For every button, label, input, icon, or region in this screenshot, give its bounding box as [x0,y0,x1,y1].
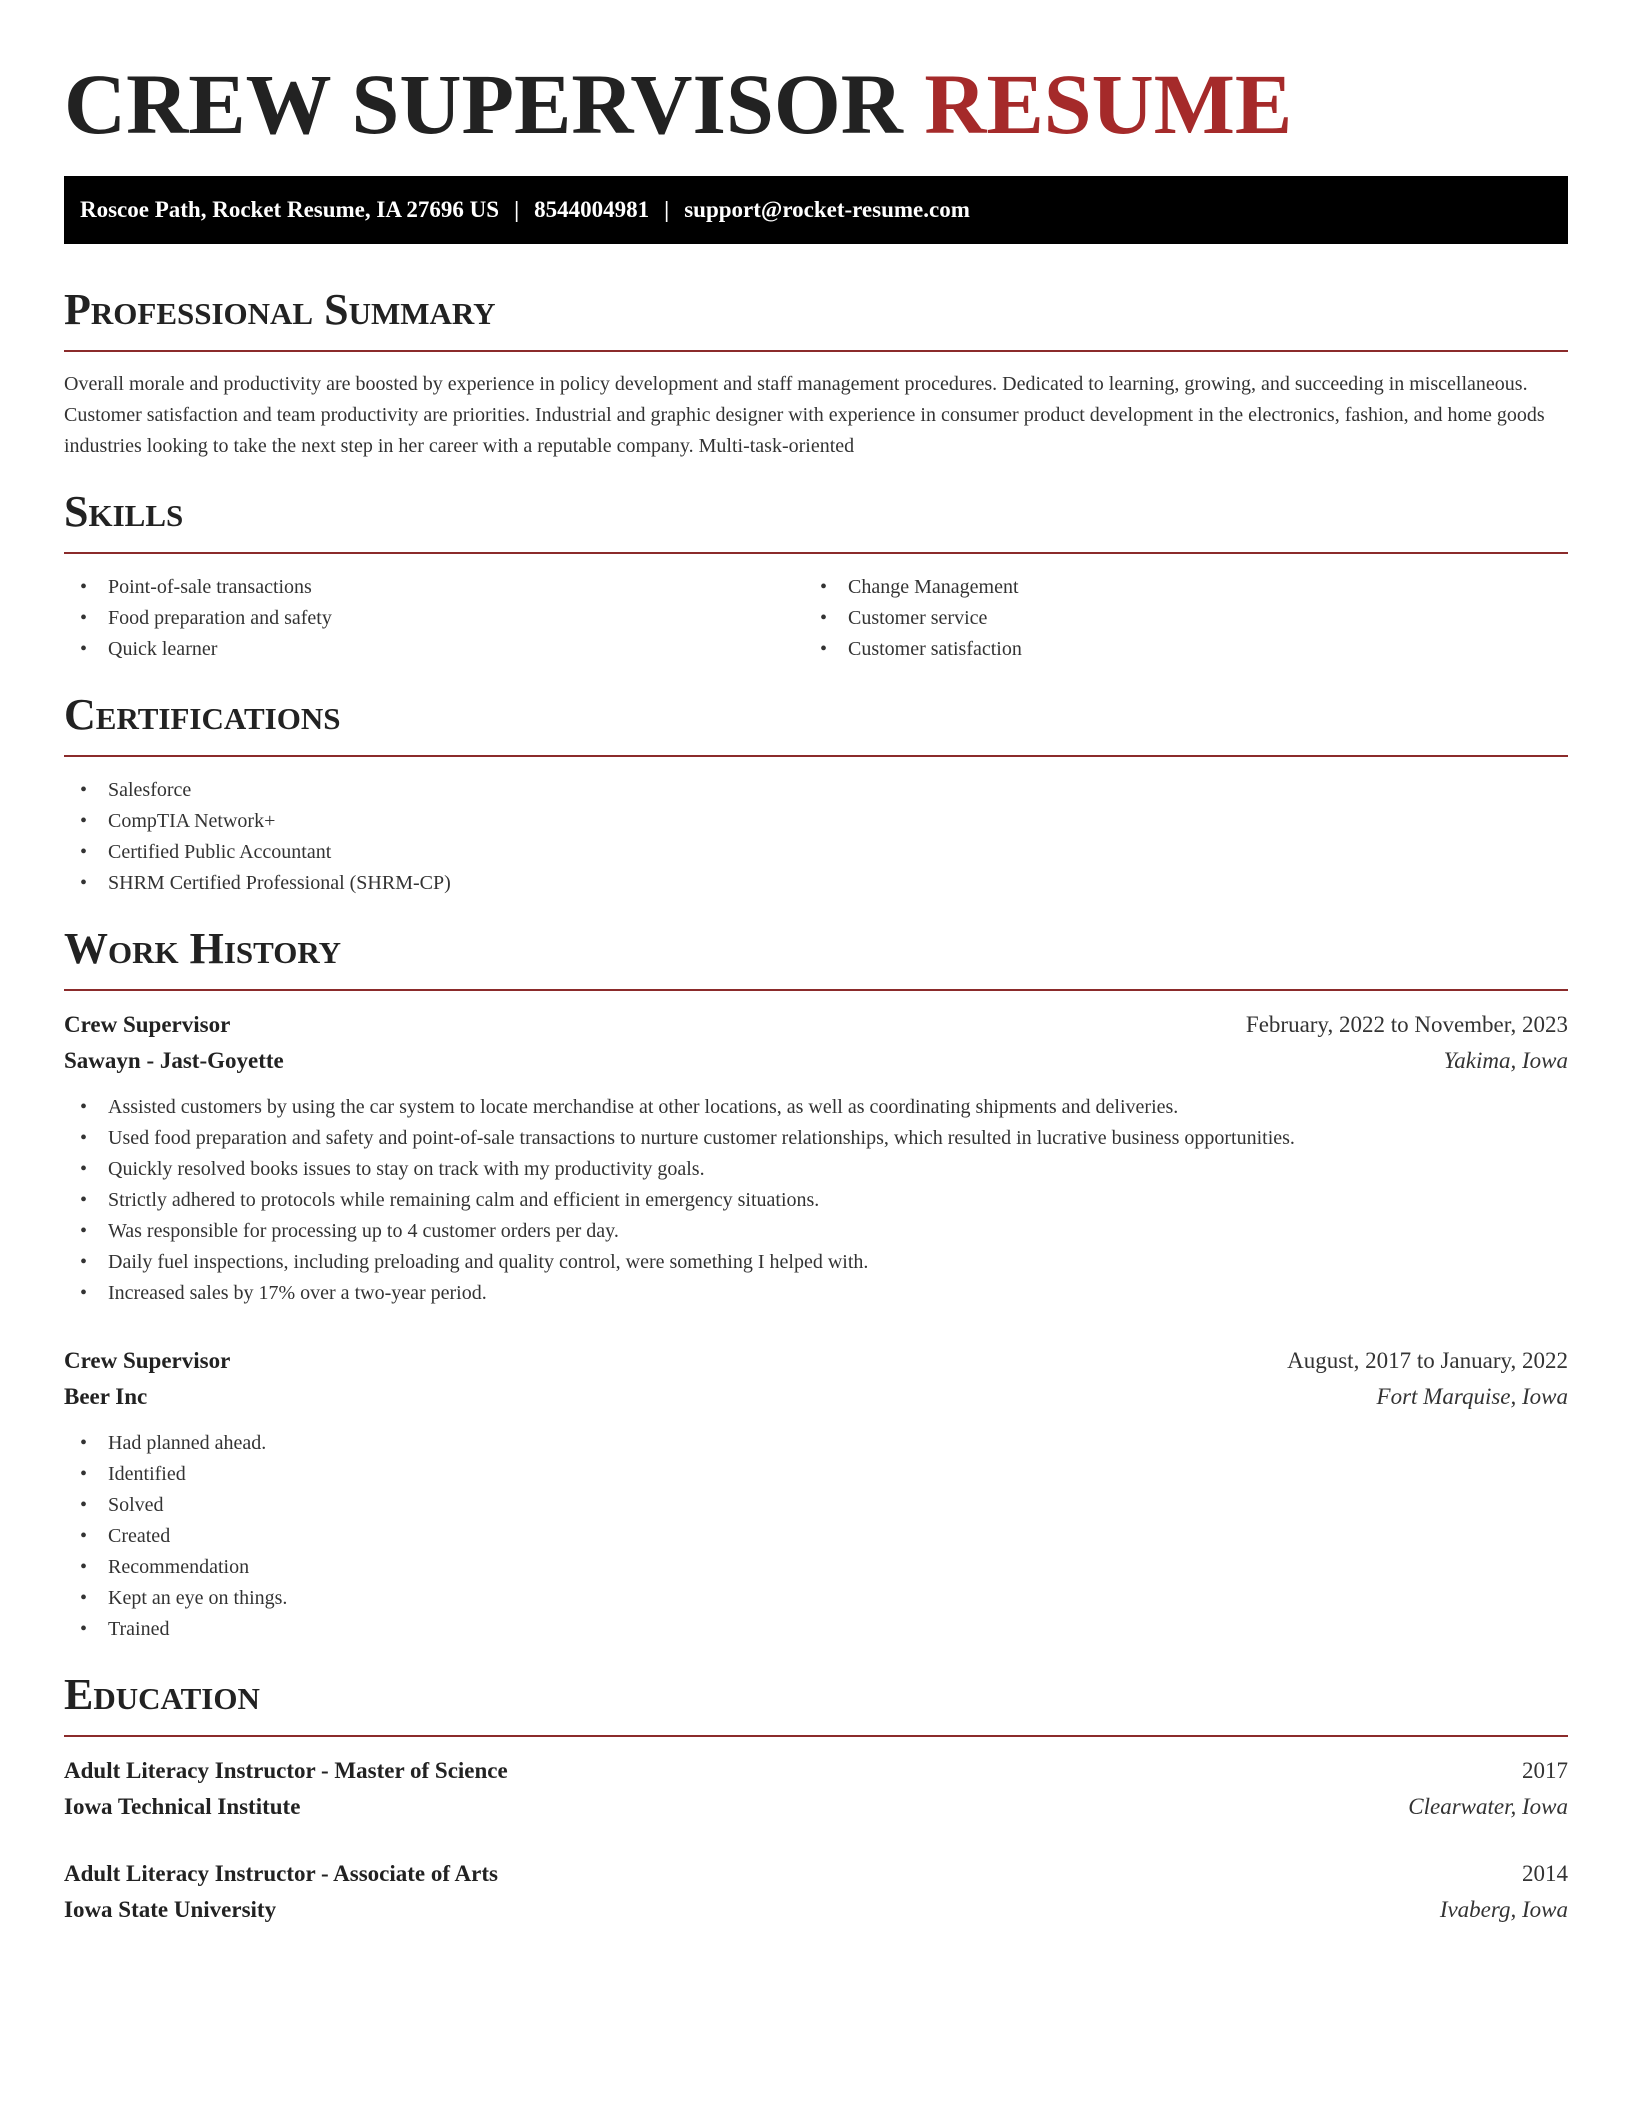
job-duty: • Increased sales by 17% over a two-year period. [64,1278,1568,1309]
education-year: 2014 [1522,1861,1568,1886]
job-duty: • Strictly adhered to protocols while remaining calm and efficient in emergency situations. [64,1185,1568,1216]
education-entry [64,1856,1568,1928]
education-entry [64,1753,1568,1825]
title-accent: RESUME [924,56,1293,152]
certifications-list [64,775,1568,899]
contact-bar [64,176,1568,244]
job-location: Fort Marquise, Iowa [1376,1384,1568,1409]
job-duty: • Identified [64,1459,1568,1490]
skills-list-right [804,572,1544,665]
job-duty: • Quickly resolved books issues to stay on track with my productivity goals. [64,1154,1568,1185]
job-duty: • Recommendation [64,1552,1568,1583]
summary-section [64,286,1568,462]
work-heading: Work History [64,925,1568,991]
job-entry [64,1007,1568,1309]
resume-page [64,0,1568,1928]
job-company-row [64,1043,1568,1079]
contact-separator: | [664,197,670,222]
job-dates: August, 2017 to January, 2022 [1287,1348,1568,1373]
job-dates: February, 2022 to November, 2023 [1245,1012,1568,1037]
education-heading: Education [64,1671,1568,1737]
skills-grid [64,572,1568,665]
education-school: Iowa Technical Institute [64,1794,301,1819]
job-header-row [64,1343,1568,1379]
skill-item: • Food preparation and safety [64,603,804,634]
education-location: Ivaberg, Iowa [1439,1897,1568,1922]
job-company-row [64,1379,1568,1415]
skill-item: • Point-of-sale transactions [64,572,804,603]
job-duty: • Created [64,1521,1568,1552]
skill-item: • Customer satisfaction [804,634,1544,665]
job-duty: • Trained [64,1614,1568,1645]
education-year: 2017 [1522,1758,1568,1783]
skill-item: • Quick learner [64,634,804,665]
job-title: Crew Supervisor [64,1348,231,1373]
job-duty: • Had planned ahead. [64,1428,1568,1459]
skills-heading: Skills [64,488,1568,554]
work-section [64,925,1568,1645]
skill-item: • Change Management [804,572,1544,603]
education-degree-row [64,1753,1568,1789]
job-entry [64,1343,1568,1645]
job-duty: • Assisted customers by using the car system to locate merchandise at other locations, as well as coordinating shipments and deliveries. [64,1092,1568,1123]
certification-item: • Salesforce [64,775,1568,806]
certification-item: • Certified Public Accountant [64,837,1568,868]
contact-separator: | [514,197,520,222]
education-location: Clearwater, Iowa [1408,1794,1568,1819]
job-duty: • Solved [64,1490,1568,1521]
job-duties-list [64,1428,1568,1645]
job-duty: • Used food preparation and safety and point-of-sale transactions to nurture customer relationships, which resulted in lucrative business opportunities. [64,1123,1568,1154]
education-school-row [64,1789,1568,1825]
contact-address: Roscoe Path, Rocket Resume, IA 27696 US [80,197,500,222]
job-location: Yakima, Iowa [1443,1048,1568,1073]
education-degree: Adult Literacy Instructor - Master of Science [64,1758,508,1783]
education-school: Iowa State University [64,1897,277,1922]
summary-heading: Professional Summary [64,286,1568,352]
job-title: Crew Supervisor [64,1012,231,1037]
resume-title [64,0,1568,176]
education-degree: Adult Literacy Instructor - Associate of Arts [64,1861,498,1886]
certification-item: • SHRM Certified Professional (SHRM-CP) [64,868,1568,899]
job-duty: • Kept an eye on things. [64,1583,1568,1614]
education-school-row [64,1892,1568,1928]
certification-item: • CompTIA Network+ [64,806,1568,837]
certifications-heading: Certifications [64,691,1568,757]
skills-section [64,488,1568,665]
title-main: CREW SUPERVISOR [64,56,903,152]
certifications-section [64,691,1568,899]
job-header-row [64,1007,1568,1043]
summary-text: Overall morale and productivity are boosted by experience in policy development and staff management procedures. Dedicated to learning, growing, and succeeding in miscellaneous. Customer satisfaction and team productivity are priorities. Industrial and graphic designer with experience in consumer product development in the electronics, fashion, and home goods industries looking to take the next step in her career with a reputable company. Multi-task-oriented [64,373,1545,457]
job-duties-list [64,1092,1568,1309]
skills-list-left [64,572,804,665]
job-duty: • Daily fuel inspections, including preloading and quality control, were something I helped with. [64,1247,1568,1278]
job-duty: • Was responsible for processing up to 4 customer orders per day. [64,1216,1568,1247]
job-company: Beer Inc [64,1384,148,1409]
contact-phone: 8544004981 [534,197,650,222]
education-degree-row [64,1856,1568,1892]
education-section [64,1671,1568,1928]
job-company: Sawayn - Jast-Goyette [64,1048,284,1073]
contact-email: support@rocket-resume.com [684,197,970,222]
skill-item: • Customer service [804,603,1544,634]
